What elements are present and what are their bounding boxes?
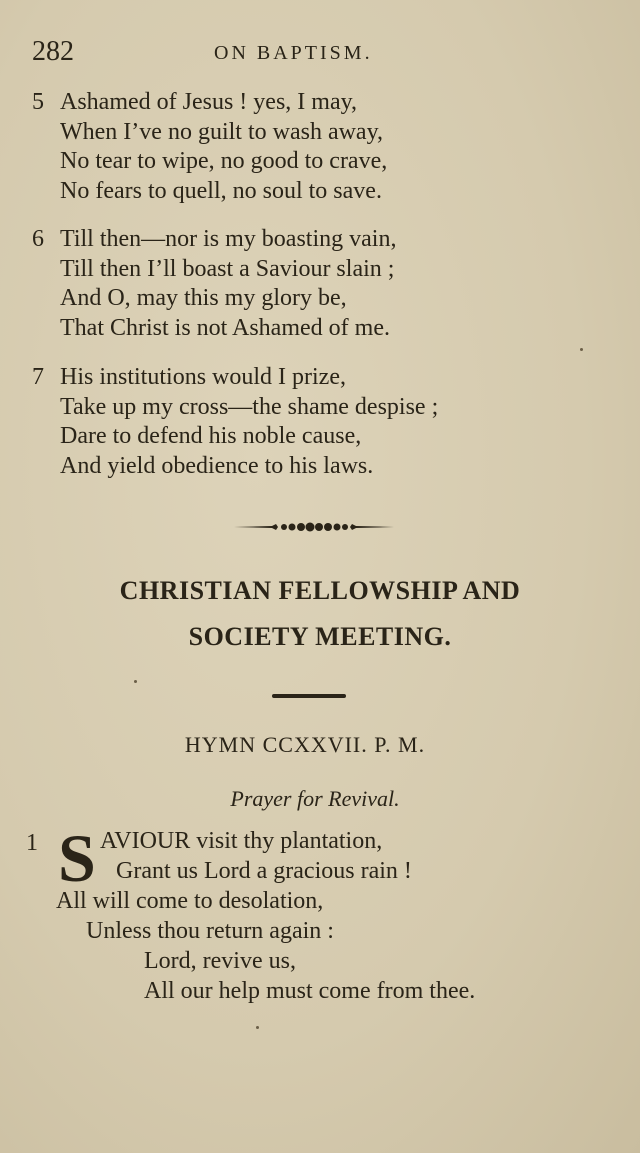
stanza-number: 7 — [32, 364, 44, 390]
verse-line: Till then I’ll boast a Saviour slain ; — [60, 255, 395, 282]
paper-speck — [580, 348, 583, 351]
verse-line: Take up my cross—the shame despise ; — [60, 393, 439, 420]
verse-line: Unless thou return again : — [86, 918, 334, 944]
verse-line: All our help must come from thee. — [144, 978, 476, 1004]
verse-line: His institutions would I prize, — [60, 364, 346, 390]
stanza-number: 5 — [32, 89, 44, 115]
verse-line: Ashamed of Jesus ! yes, I may, — [60, 89, 358, 115]
verse-line: Dare to defend his noble cause, — [60, 423, 362, 449]
verse-line: Lord, revive us, — [144, 948, 296, 974]
running-title: ON BAPTISM. — [214, 42, 373, 64]
verse-line: And O, may this my glory be, — [60, 285, 347, 311]
verse-line: No tear to wipe, no good to crave, — [60, 148, 388, 174]
section-title-line-1: CHRISTIAN FELLOWSHIP AND — [119, 576, 521, 605]
ornament-divider-icon — [232, 521, 396, 533]
verse-line: Till then—nor is my boasting vain, — [60, 226, 397, 252]
page-number: 282 — [32, 36, 74, 67]
hymn-subtitle: Prayer for Revival. — [230, 786, 400, 811]
verse-line: And yield obedience to his laws. — [60, 452, 374, 479]
page-header — [32, 36, 632, 72]
short-rule — [272, 694, 346, 698]
stanza-number: 1 — [26, 830, 38, 856]
drop-cap: S — [58, 820, 96, 896]
verse-line: No fears to quell, no soul to save. — [60, 177, 382, 204]
verse-line: AVIOUR visit thy plantation, — [100, 828, 383, 854]
hymn-heading: HYMN CCXXVII. P. M. — [184, 732, 426, 757]
verse-line: That Christ is not Ashamed of me. — [60, 314, 390, 341]
paper-speck — [256, 1026, 259, 1029]
section-title-line-2: SOCIETY MEETING. — [188, 622, 452, 651]
verse-line: All will come to desolation, — [56, 888, 324, 914]
verse-line: Grant us Lord a gracious rain ! — [116, 858, 412, 884]
stanza-number: 6 — [32, 226, 44, 252]
paper-speck — [134, 680, 137, 683]
verse-line: When I’ve no guilt to wash away, — [60, 118, 384, 145]
